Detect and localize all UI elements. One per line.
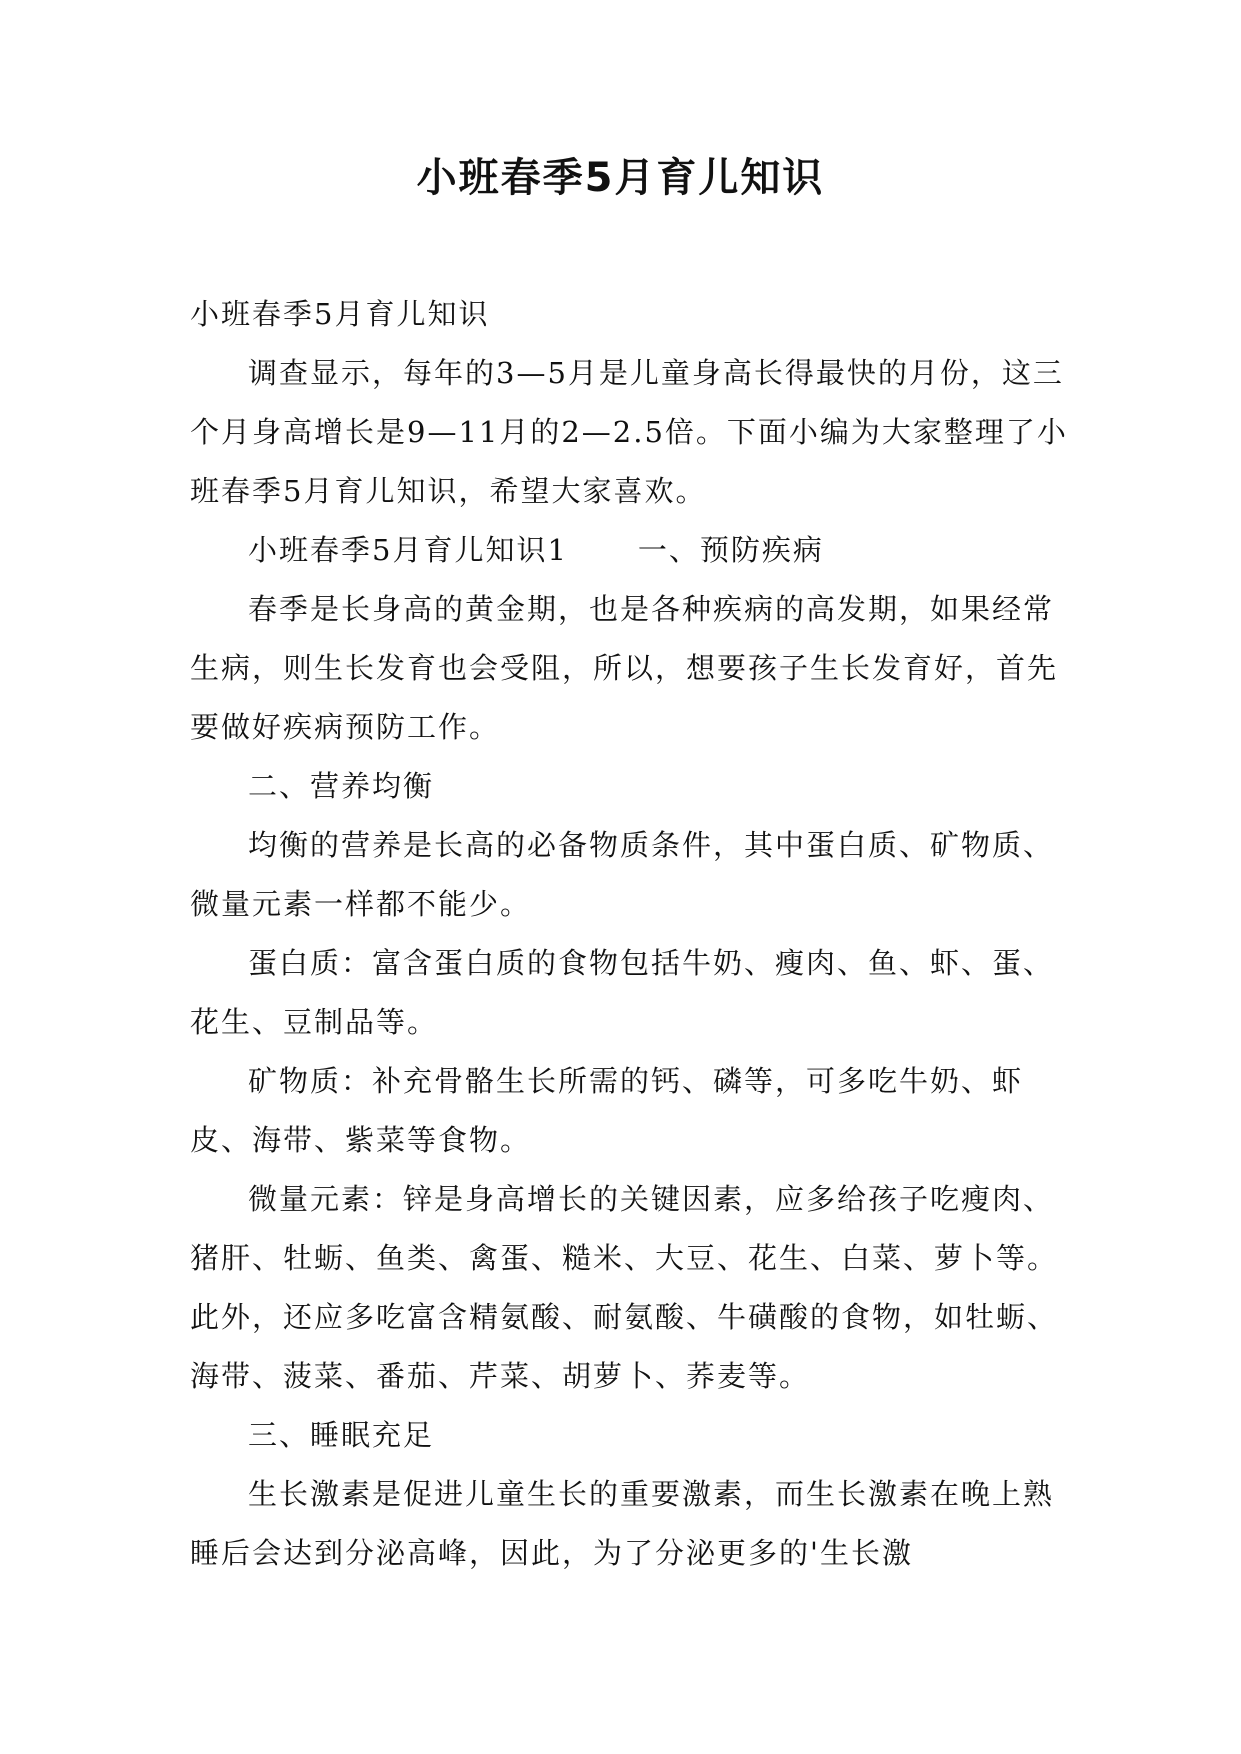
section2-heading: 二、营养均衡 [248, 769, 435, 803]
section3-paragraph: 生长激素是促进儿童生长的重要激素，而生长激素在晚上熟睡后会达到分泌高峰，因此，为了分泌更多的'生长激 [190, 1477, 1055, 1570]
section1-paragraph: 春季是长身高的黄金期，也是各种疾病的高发期，如果经常生病，则生长发育也会受阻，所以，想要孩子生长发育好，首先要做好疾病预防工作。 [190, 592, 1059, 744]
section1-heading-line [190, 521, 1070, 580]
minerals-paragraph: 矿物质：补充骨骼生长所需的钙、磷等，可多吃牛奶、虾皮、海带、紫菜等食物。 [190, 1064, 1024, 1157]
trace-elements-paragraph: 微量元素：锌是身高增长的关键因素，应多给孩子吃瘦肉、猪肝、牡蛎、鱼类、禽蛋、糙米、大豆、花生、白菜、萝卜等。此外，还应多吃富含精氨酸、耐氨酸、牛磺酸的食物，如牡蛎、海带、菠菜、番茄、芹菜、胡萝卜、荞麦等。 [190, 1182, 1059, 1393]
section1-heading: 一、预防疾病 [637, 533, 824, 567]
protein-paragraph: 蛋白质：富含蛋白质的食物包括牛奶、瘦肉、鱼、虾、蛋、花生、豆制品等。 [190, 946, 1055, 1039]
document-subtitle: 小班春季5月育儿知识 [190, 297, 490, 331]
document-body [190, 285, 1070, 1583]
section1-label: 小班春季5月育儿知识1 [248, 533, 568, 567]
section3-heading: 三、睡眠充足 [248, 1418, 435, 1452]
document-title: 小班春季5月育儿知识 [416, 155, 825, 201]
section2-paragraph: 均衡的营养是长高的必备物质条件，其中蛋白质、矿物质、微量元素一样都不能少。 [190, 828, 1055, 921]
intro-paragraph: 调查显示，每年的3—5月是儿童身高长得最快的月份，这三个月身高增长是9—11月的2—2.5倍。下面小编为大家整理了小班春季5月育儿知识，希望大家喜欢。 [190, 356, 1068, 508]
